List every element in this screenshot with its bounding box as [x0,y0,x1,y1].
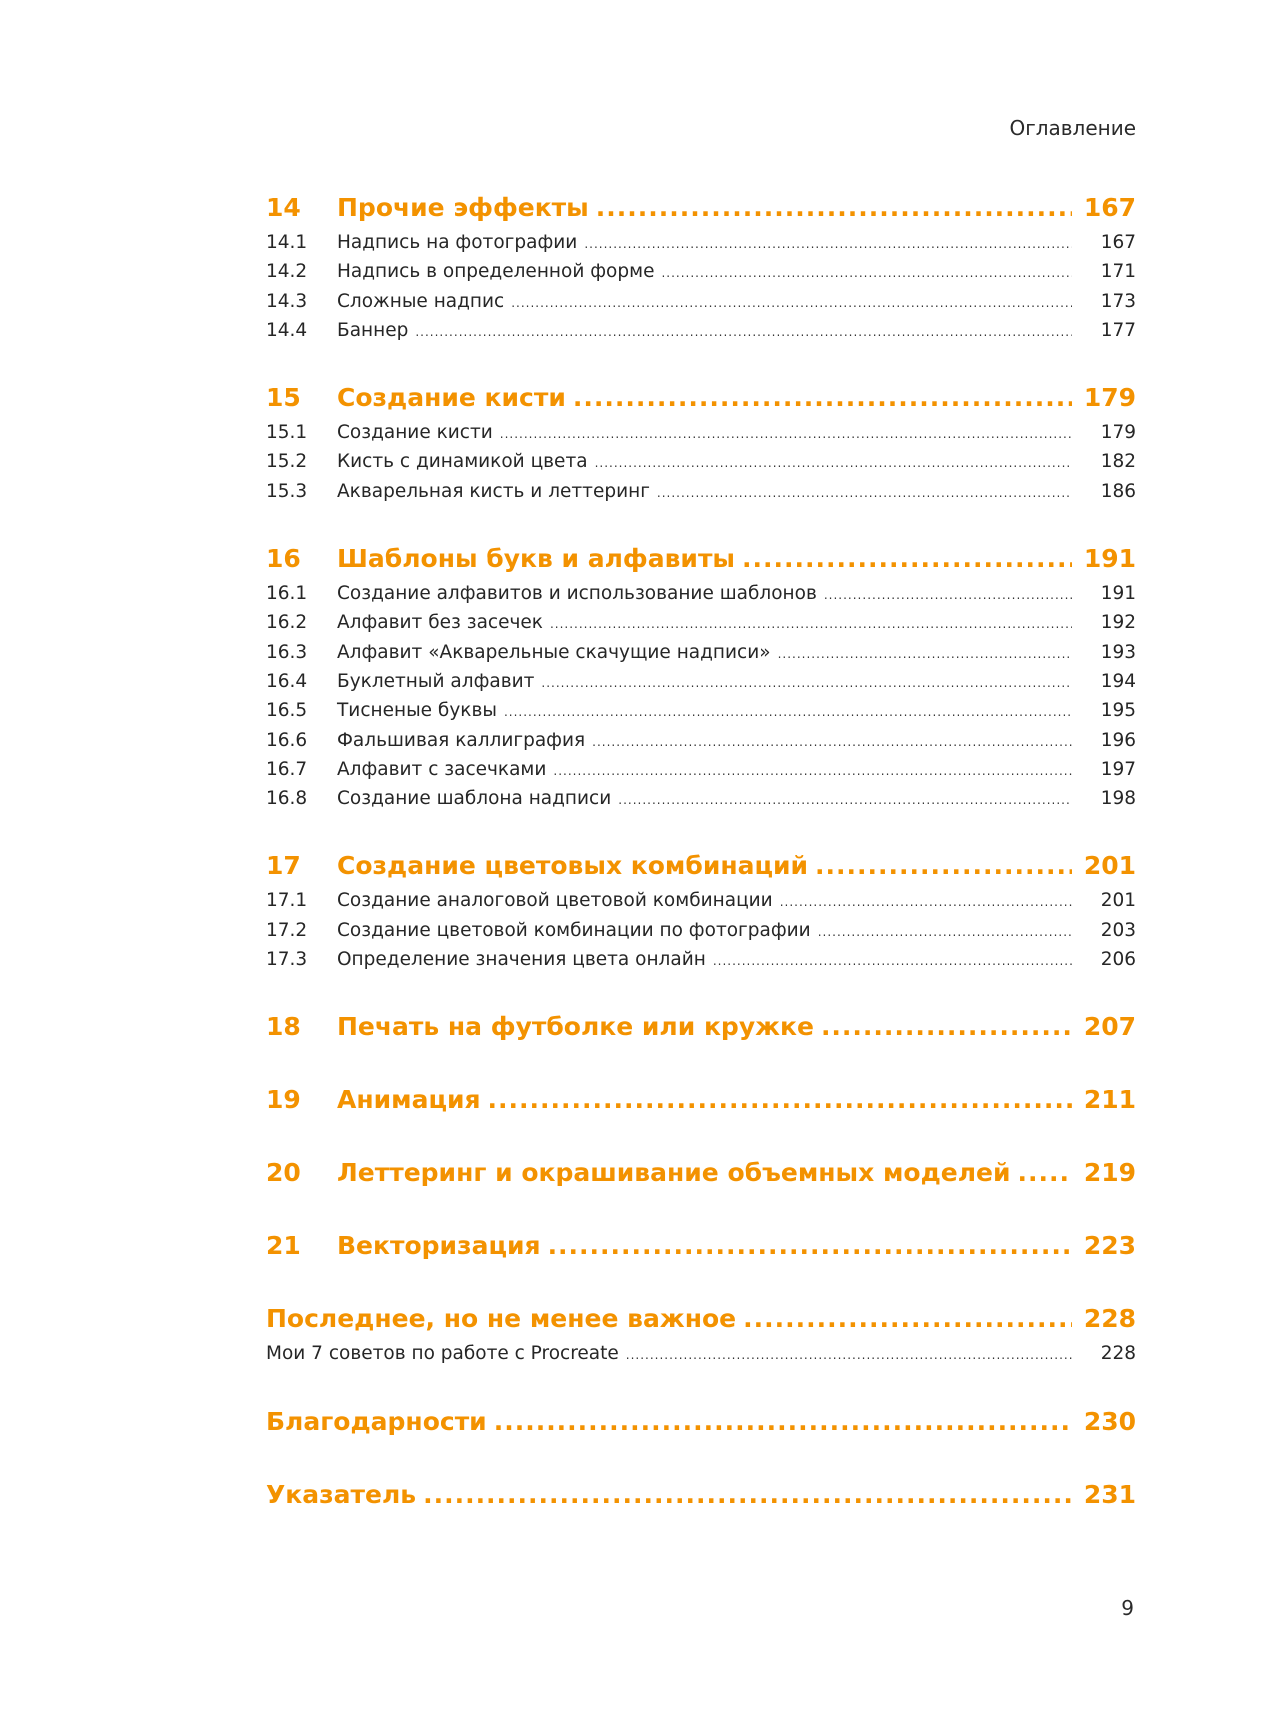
toc-chapter [266,188,1136,345]
toc-section-entry-number: 16.1 [266,583,308,605]
toc-chapter [266,846,1136,974]
toc-chapter-entry[interactable] [266,188,1136,228]
toc-chapter [266,1153,1136,1193]
toc-section-entry-page: 194 [1100,670,1136,692]
dot-leader [657,479,1072,508]
dot-leader [550,610,1072,639]
toc-section-entry-page: 201 [1100,890,1136,912]
toc-section-entry-title: Кисть с динамикой цвета [337,451,588,473]
toc-chapter-entry-page: 219 [1083,1158,1136,1188]
toc-section-entry-page: 206 [1100,949,1136,971]
dot-leader [1018,1153,1073,1193]
toc-section-entry-title: Тисненые буквы [337,700,497,722]
toc-chapter-entry-page: 179 [1083,383,1136,413]
dot-leader [584,230,1072,259]
toc-section-entry-number: 17.3 [266,949,308,971]
dot-leader [626,1341,1072,1370]
dot-leader [821,1007,1072,1047]
toc-section-entry-number: 17.2 [266,919,308,941]
toc-chapter [266,1080,1136,1120]
toc-section-entry-number: 16.6 [266,729,308,751]
dot-leader [592,728,1072,757]
dot-leader [511,289,1072,318]
dot-leader [595,449,1072,478]
toc-section-entry[interactable] [266,886,1136,915]
dot-leader [553,757,1072,786]
dot-leader [618,786,1072,815]
toc-section-entry[interactable] [266,257,1136,286]
dot-leader [494,1402,1072,1442]
toc-section-entry[interactable] [266,1339,1136,1368]
toc-chapter-entry[interactable] [266,1402,1136,1442]
dot-leader [743,1299,1072,1339]
toc-chapter-entry-title: Последнее, но не менее важное [266,1304,737,1334]
toc-chapter-entry-number: 16 [266,544,301,574]
toc-chapter [266,1007,1136,1047]
toc-section-entry-page: 182 [1100,451,1136,473]
toc-chapter-entry[interactable] [266,1475,1136,1515]
toc-chapter-entry[interactable] [266,1226,1136,1266]
toc-section-entry-page: 192 [1100,612,1136,634]
toc-section-entry-title: Буклетный алфавит [337,670,535,692]
toc-section-entry-number: 16.4 [266,670,308,692]
toc-section-entry[interactable] [266,447,1136,476]
toc-section-entry-page: 167 [1100,232,1136,253]
toc-section-entry[interactable] [266,726,1136,755]
toc-section-entry-number: 14.2 [266,261,308,283]
toc-section-entry[interactable] [266,287,1136,316]
dot-leader [780,888,1072,917]
toc-chapter-entry-title: Прочие эффекты [337,193,589,222]
toc-section-entry-number: 14.4 [266,319,308,341]
toc-chapter-entry-page: 211 [1083,1085,1136,1115]
toc-section-entry-page: 198 [1100,788,1136,810]
toc-chapter [266,1475,1136,1515]
table-of-contents [266,188,1136,1548]
toc-section-entry[interactable] [266,228,1136,257]
toc-chapter [266,539,1136,813]
dot-leader [541,669,1072,698]
toc-chapter-entry-page: 228 [1083,1304,1136,1334]
toc-section-entry-page: 173 [1100,290,1136,312]
toc-section-entry-number: 14.3 [266,290,308,312]
toc-chapter-entry-title: Печать на футболке или кружке [337,1012,814,1042]
toc-section-entry-page: 228 [1100,1343,1136,1365]
toc-section-entry[interactable] [266,638,1136,667]
dot-leader [548,1226,1072,1266]
toc-section-entry-page: 196 [1100,729,1136,751]
toc-chapter-entry-title: Создание кисти [337,383,566,413]
toc-section-entry[interactable] [266,477,1136,506]
toc-chapter-entry-page: 223 [1083,1231,1136,1261]
toc-section-entry[interactable] [266,784,1136,813]
toc-section-entry-title: Акварельная кисть и леттеринг [337,480,650,502]
toc-chapter-entry-title: Анимация [337,1085,481,1115]
toc-section-entry-title: Создание кисти [337,422,493,444]
toc-section-entry-number: 15.1 [266,422,308,444]
dot-leader [818,918,1072,947]
toc-section-entry-page: 203 [1100,919,1136,941]
toc-section-entry-page: 179 [1100,422,1136,444]
toc-chapter-entry[interactable] [266,1080,1136,1120]
dot-leader [415,318,1072,347]
toc-chapter-entry[interactable] [266,1007,1136,1047]
toc-chapter-entry[interactable] [266,846,1136,886]
toc-section-entry-number: 16.7 [266,758,308,780]
dot-leader [815,846,1072,886]
toc-chapter [266,378,1136,506]
toc-chapter-entry-page: 231 [1083,1479,1136,1509]
toc-chapter-entry-title: Леттеринг и окрашивание объемных моделей [337,1158,1011,1188]
toc-chapter [266,1299,1136,1368]
dot-leader [500,420,1072,449]
dot-leader [713,947,1072,976]
toc-chapter-entry[interactable] [266,1299,1136,1339]
toc-chapter-entry-number: 19 [266,1085,301,1115]
dot-leader [504,698,1072,727]
dot-leader [824,581,1072,610]
toc-section-entry[interactable] [266,755,1136,784]
toc-section-entry-page: 177 [1100,319,1136,341]
toc-section-entry[interactable] [266,945,1136,974]
toc-chapter-entry-title: Указатель [266,1479,417,1509]
toc-chapter-entry-number: 17 [266,851,301,881]
toc-section-entry-title: Мои 7 советов по работе с Procreate [266,1343,619,1365]
toc-chapter-entry-number: 20 [266,1158,301,1188]
toc-chapter [266,1402,1136,1442]
toc-section-entry-page: 171 [1100,261,1136,283]
toc-section-entry-page: 191 [1100,583,1136,605]
toc-chapter-entry[interactable] [266,378,1136,418]
toc-section-entry[interactable] [266,316,1136,345]
toc-section-entry[interactable] [266,418,1136,447]
toc-section-entry-page: 195 [1100,700,1136,722]
toc-section-entry-number: 16.5 [266,700,308,722]
dot-leader [596,188,1072,228]
toc-section-entry-title: Создание аналоговой цветовой комбинации [337,890,773,912]
dot-leader [742,539,1072,579]
toc-section-entry-title: Баннер [337,319,409,341]
toc-chapter-entry[interactable] [266,539,1136,579]
toc-section-entry-number: 15.3 [266,480,308,502]
toc-section-entry-number: 16.3 [266,641,308,663]
toc-section-entry-number: 14.1 [266,232,308,253]
toc-chapter-entry-title: Создание цветовых комбинаций [337,851,809,881]
dot-leader [488,1080,1072,1120]
toc-section-entry[interactable] [266,696,1136,725]
toc-chapter-entry-page: 201 [1083,851,1136,881]
toc-section-entry-page: 197 [1100,758,1136,780]
toc-section-entry-title: Сложные надпис [337,290,505,312]
toc-chapter-entry-page: 191 [1083,544,1136,574]
toc-chapter-entry-number: 14 [266,193,301,222]
toc-section-entry-number: 15.2 [266,451,308,473]
toc-chapter-entry-number: 18 [266,1012,301,1042]
toc-section-entry[interactable] [266,916,1136,945]
toc-section-entry-title: Алфавит без засечек [337,612,543,634]
toc-chapter-entry[interactable] [266,1153,1136,1193]
toc-section-entry-title: Надпись на фотографии [337,232,578,253]
toc-section-entry[interactable] [266,608,1136,637]
toc-section-entry-title: Алфавит «Акварельные скачущие надписи» [337,641,771,663]
toc-section-entry-title: Алфавит с засечками [337,758,547,780]
toc-section-entry-number: 16.2 [266,612,308,634]
dot-leader [661,259,1072,288]
toc-section-entry-title: Создание шаблона надписи [337,788,612,810]
toc-section-entry-title: Определение значения цвета онлайн [337,949,706,971]
toc-section-entry-title: Надпись в определенной форме [337,261,655,283]
dot-leader [573,378,1072,418]
toc-section-entry[interactable] [266,579,1136,608]
toc-chapter-entry-title: Векторизация [337,1231,541,1261]
toc-section-entry-page: 186 [1100,480,1136,502]
toc-section-entry-number: 17.1 [266,890,308,912]
toc-section-entry-title: Фальшивая каллиграфия [337,729,586,751]
toc-section-entry[interactable] [266,667,1136,696]
toc-section-entry-number: 16.8 [266,788,308,810]
toc-chapter-entry-page: 207 [1083,1012,1136,1042]
toc-chapter-entry-title: Благодарности [266,1406,487,1436]
dot-leader [423,1475,1072,1515]
toc-section-entry-title: Создание цветовой комбинации по фотографии [337,919,811,941]
toc-chapter-entry-number: 21 [266,1231,301,1261]
toc-chapter [266,1226,1136,1266]
toc-chapter-entry-page: 230 [1083,1406,1136,1436]
toc-chapter-entry-page: 167 [1083,193,1136,222]
toc-chapter-entry-title: Шаблоны букв и алфавиты [337,544,736,574]
toc-section-entry-title: Создание алфавитов и использование шаблонов [337,583,817,605]
running-head: Оглавление [1009,116,1136,140]
dot-leader [778,640,1072,669]
toc-section-entry-page: 193 [1100,641,1136,663]
toc-chapter-entry-number: 15 [266,383,301,413]
page-number: 9 [1121,1596,1134,1620]
